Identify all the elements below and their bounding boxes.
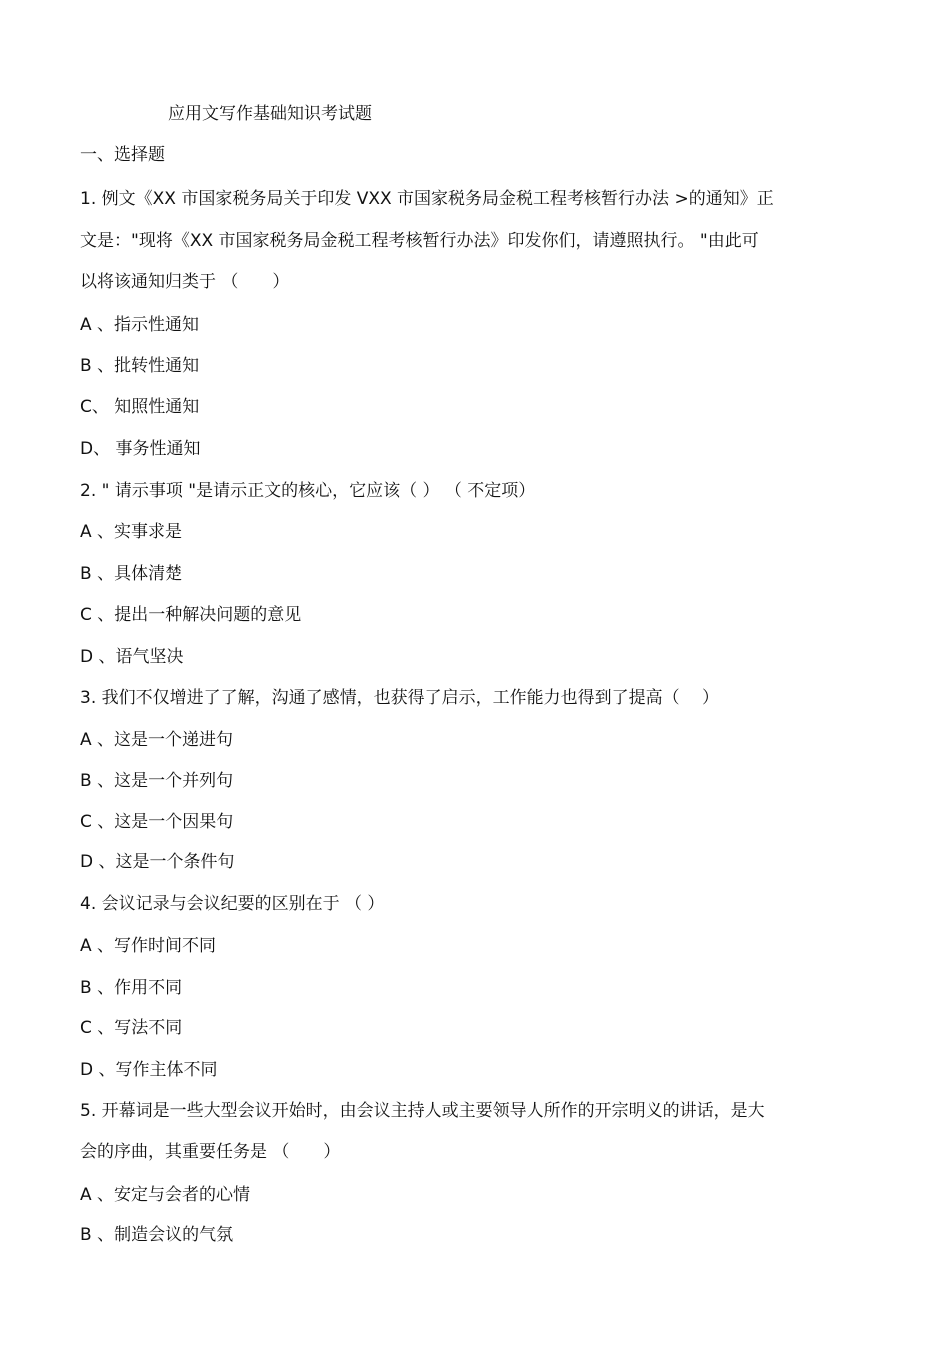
question-1-option-c: C、 知照性通知 bbox=[80, 397, 200, 417]
question-2-option-b: B 、具体清楚 bbox=[80, 564, 183, 584]
question-3-line-1: 3. 我们不仅增进了了解，沟通了感情，也获得了启示，工作能力也得到了提高（ ） bbox=[80, 688, 720, 708]
question-5-line-1: 5. 开幕词是一些大型会议开始时，由会议主持人或主要领导人所作的开宗明义的讲话，是大 bbox=[80, 1101, 765, 1121]
question-4-option-b: B 、作用不同 bbox=[80, 978, 183, 998]
question-3-option-c: C 、这是一个因果句 bbox=[80, 812, 234, 832]
question-2-option-d: D 、语气坚决 bbox=[80, 647, 184, 667]
question-1-option-b: B 、批转性通知 bbox=[80, 356, 200, 376]
question-1-option-a: A 、指示性通知 bbox=[80, 315, 200, 335]
question-4-option-c: C 、写法不同 bbox=[80, 1018, 183, 1038]
question-1-line-1: 1. 例文《XX 市国家税务局关于印发 VXX 市国家税务局金税工程考核暂行办法 >的通知》正 bbox=[80, 189, 774, 209]
question-2-line-1: 2. " 请示事项 "是请示正文的核心，它应该（ ） （ 不定项） bbox=[80, 481, 536, 501]
question-1-line-3: 以将该通知归类于 （ ） bbox=[80, 272, 290, 292]
question-2-option-c: C 、提出一种解决问题的意见 bbox=[80, 605, 302, 625]
question-5-option-a: A 、安定与会者的心情 bbox=[80, 1185, 251, 1205]
question-5-option-b: B 、制造会议的气氛 bbox=[80, 1225, 234, 1245]
question-4-option-d: D 、写作主体不同 bbox=[80, 1060, 218, 1080]
question-1-option-d: D、 事务性通知 bbox=[80, 439, 201, 459]
question-2-option-a: A 、实事求是 bbox=[80, 522, 183, 542]
question-5-line-2: 会的序曲，其重要任务是 （ ） bbox=[80, 1142, 341, 1162]
question-3-option-a: A 、这是一个递进句 bbox=[80, 730, 234, 750]
question-4-line-1: 4. 会议记录与会议纪要的区别在于 （ ） bbox=[80, 894, 385, 914]
question-1-line-2: 文是："现将《XX 市国家税务局金税工程考核暂行办法》印发你们，请遵照执行。 "由此可 bbox=[80, 231, 759, 251]
document-title: 应用文写作基础知识考试题 bbox=[168, 104, 372, 124]
question-3-option-d: D 、这是一个条件句 bbox=[80, 852, 235, 872]
question-4-option-a: A 、写作时间不同 bbox=[80, 936, 217, 956]
question-3-option-b: B 、这是一个并列句 bbox=[80, 771, 234, 791]
section-heading: 一、选择题 bbox=[80, 145, 165, 165]
